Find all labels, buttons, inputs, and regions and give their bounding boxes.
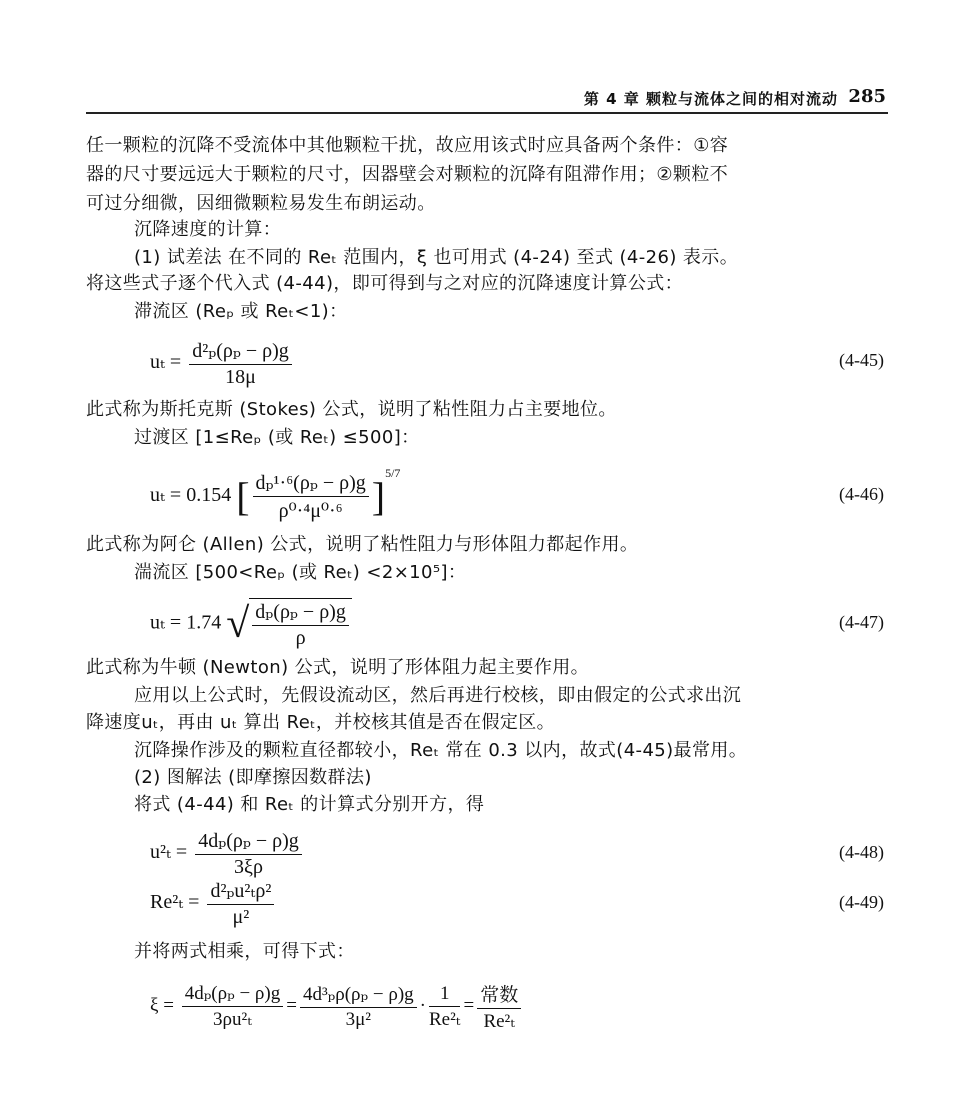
equation-number: (4-47) <box>839 612 884 632</box>
eq-numerator: d²ₚ(ρₚ − ρ)g <box>189 338 292 365</box>
right-bracket: ] <box>371 473 386 519</box>
left-bracket: [ <box>236 473 250 519</box>
body-line: 器的尺寸要远远大于颗粒的尺寸，因器壁会对颗粒的沉降有阻滞作用；②颗粒不 <box>86 164 729 185</box>
equation-xi: ξ = $\frac{\text{4dₚ(ρₚ − ρ)g}}{\text{3ρu²ₜ}}$ = $\frac{\text{4d³ₚρ(ρₚ − ρ)g}}{\text{3μ²}}$ · $\frac{1}{\text{Re²ₜ}}$ = $\frac{\text{常数}}{\text{Re²ₜ}}$ <box>150 980 524 1033</box>
body-line: 并将两式相乘，可得下式： <box>134 941 355 962</box>
body-line: 沉降操作涉及的颗粒直径都较小，Reₜ 常在 0.3 以内，故式(4-45)最常用。 <box>134 740 748 761</box>
eq-exponent: 5/7 <box>385 466 401 480</box>
eq-numerator: 4d³ₚρ(ρₚ − ρ)g <box>300 983 417 1008</box>
eq-fraction <box>300 983 417 1031</box>
body-line: 此式称为斯托克斯 (Stokes) 公式，说明了粘性阻力占主要地位。 <box>86 399 617 420</box>
eq-fraction <box>207 878 274 929</box>
equation-number: (4-49) <box>839 892 884 912</box>
equation-4-46 <box>150 466 400 523</box>
equation-4-47 <box>150 598 352 650</box>
body-line: 任一颗粒的沉降不受流体中其他颗粒干扰，故应用该式时应具备两个条件：①容 <box>86 135 729 156</box>
body-line: 湍流区 [500<Reₚ (或 Reₜ) <2×10⁵]： <box>134 562 467 583</box>
eq-denominator: 18μ <box>225 366 256 388</box>
body-line: 降速度uₜ，再由 uₜ 算出 Reₜ，并校核其值是否在假定区。 <box>86 712 556 733</box>
body-line: 滞流区 (Reₚ 或 Reₜ<1)： <box>134 301 348 322</box>
eq-denominator: Re²ₜ <box>428 1008 461 1030</box>
eq-denominator: 3ρu²ₜ <box>213 1009 252 1030</box>
eq-numerator: 常数 <box>477 980 521 1009</box>
eq-numerator: dₚ(ρₚ − ρ)g <box>252 599 349 626</box>
eq-numerator: dₚ¹·⁶(ρₚ − ρ)g <box>253 470 369 497</box>
eq-denominator: ρ <box>295 627 306 649</box>
eq-denominator: 3μ² <box>345 1008 371 1030</box>
equation-4-48 <box>150 828 305 879</box>
sqrt-sign: √ $\frac{\text{dₚ(ρₚ − ρ)g}}{\rho}$ <box>226 598 352 650</box>
eq-fraction <box>189 338 292 389</box>
eq-fraction <box>253 470 369 523</box>
eq-fraction <box>182 982 284 1031</box>
eq-fraction <box>429 983 461 1031</box>
body-line: 将这些式子逐个代入式 (4-44)，即可得到与之对应的沉降速度计算公式： <box>86 273 684 294</box>
equation-number: (4-45) <box>839 350 884 370</box>
eq-lhs: Re²ₜ = <box>150 891 200 914</box>
eq-fraction <box>252 599 349 650</box>
body-line: 此式称为牛顿 (Newton) 公式，说明了形体阻力起主要作用。 <box>86 657 590 678</box>
body-line: 应用以上公式时，先假设流动区，然后再进行校核，即由假定的公式求出沉 <box>134 685 742 706</box>
eq-lhs: u²ₜ = <box>150 841 188 864</box>
equation-4-49 <box>150 878 277 929</box>
body-line: 沉降速度的计算： <box>134 219 282 240</box>
body-line: 此式称为阿仑 (Allen) 公式，说明了粘性阻力与形体阻力都起作用。 <box>86 534 639 555</box>
eq-numerator: d²ₚu²ₜρ² <box>207 878 274 905</box>
eq-numerator: 1 <box>429 983 461 1007</box>
eq-numerator: 4dₚ(ρₚ − ρ)g <box>182 982 284 1007</box>
eq-numerator: 4dₚ(ρₚ − ρ)g <box>195 828 302 855</box>
eq-lhs: uₜ = <box>150 351 182 374</box>
body-line: (1) 试差法 在不同的 Reₜ 范围内，ξ 也可用式 (4-24) 至式 (4-26) 表示。 <box>134 247 739 268</box>
equation-number: (4-46) <box>839 484 884 504</box>
body-line: 过渡区 [1≤Reₚ (或 Reₜ) ≤500]： <box>134 427 420 448</box>
equation-4-45 <box>150 338 295 389</box>
body-line: 可过分细微，因细微颗粒易发生布朗运动。 <box>86 193 436 214</box>
eq-lhs: uₜ = 1.74 <box>150 611 222 634</box>
page-number: 285 <box>848 86 886 107</box>
body-line: 将式 (4-44) 和 Reₜ 的计算式分别开方，得 <box>134 794 485 815</box>
eq-denominator: 3ξρ <box>234 856 263 878</box>
eq-fraction <box>195 828 302 879</box>
running-header <box>86 86 888 114</box>
eq-denominator: ρ⁰·⁴μ⁰·⁶ <box>278 499 343 522</box>
eq-fraction <box>477 980 521 1033</box>
eq-denominator: Re²ₜ <box>483 1011 515 1032</box>
eq-lhs: uₜ = 0.154 <box>150 484 232 506</box>
equation-number: (4-48) <box>839 842 884 862</box>
eq-lhs: ξ = <box>150 994 174 1016</box>
body-line: (2) 图解法 (即摩擦因数群法) <box>134 767 372 788</box>
chapter-title: 第 4 章 颗粒与流体之间的相对流动 <box>583 90 838 108</box>
eq-denominator: μ² <box>232 906 250 928</box>
